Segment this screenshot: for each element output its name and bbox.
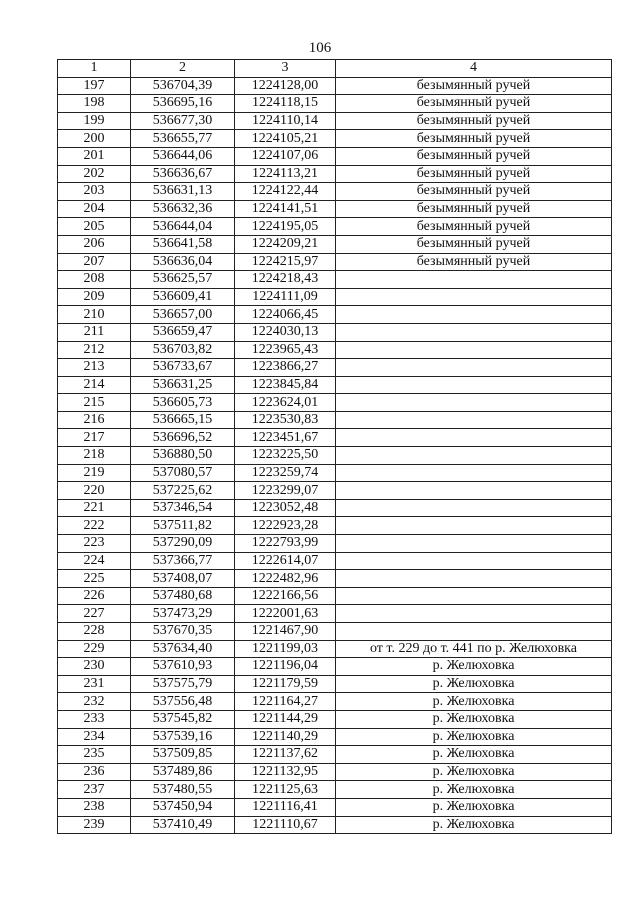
- point-number-cell: 207: [58, 253, 131, 271]
- y-coordinate-cell: 1223866,27: [235, 359, 336, 377]
- table-row: [58, 112, 612, 130]
- description-cell: [336, 464, 612, 482]
- point-number-cell: 224: [58, 552, 131, 570]
- column-header-1: 1: [58, 60, 131, 78]
- point-number-cell: 214: [58, 376, 131, 394]
- table-row: [58, 271, 612, 289]
- description-cell: [336, 394, 612, 412]
- description-cell: р. Желюховка: [336, 781, 612, 799]
- description-cell: [336, 306, 612, 324]
- description-cell: [336, 482, 612, 500]
- y-coordinate-cell: 1224107,06: [235, 147, 336, 165]
- y-coordinate-cell: 1223845,84: [235, 376, 336, 394]
- table-row: [58, 482, 612, 500]
- description-cell: безымянный ручей: [336, 253, 612, 271]
- description-cell: р. Желюховка: [336, 728, 612, 746]
- description-cell: [336, 341, 612, 359]
- y-coordinate-cell: 1222166,56: [235, 587, 336, 605]
- column-header-4: 4: [336, 60, 612, 78]
- x-coordinate-cell: 536644,06: [131, 147, 235, 165]
- description-cell: безымянный ручей: [336, 183, 612, 201]
- point-number-cell: 210: [58, 306, 131, 324]
- x-coordinate-cell: 536704,39: [131, 77, 235, 95]
- x-coordinate-cell: 536696,52: [131, 429, 235, 447]
- table-row: [58, 323, 612, 341]
- description-cell: [336, 605, 612, 623]
- description-cell: р. Желюховка: [336, 693, 612, 711]
- x-coordinate-cell: 536625,57: [131, 271, 235, 289]
- x-coordinate-cell: 537450,94: [131, 798, 235, 816]
- y-coordinate-cell: 1221164,27: [235, 693, 336, 711]
- point-number-cell: 212: [58, 341, 131, 359]
- x-coordinate-cell: 536733,67: [131, 359, 235, 377]
- description-cell: безымянный ручей: [336, 147, 612, 165]
- x-coordinate-cell: 537509,85: [131, 746, 235, 764]
- point-number-cell: 201: [58, 147, 131, 165]
- table-row: [58, 658, 612, 676]
- point-number-cell: 233: [58, 710, 131, 728]
- description-cell: [336, 623, 612, 641]
- table-row: [58, 95, 612, 113]
- point-number-cell: 217: [58, 429, 131, 447]
- x-coordinate-cell: 537480,68: [131, 587, 235, 605]
- description-cell: р. Желюховка: [336, 658, 612, 676]
- point-number-cell: 231: [58, 675, 131, 693]
- description-cell: безымянный ручей: [336, 95, 612, 113]
- y-coordinate-cell: 1224122,44: [235, 183, 336, 201]
- table-row: [58, 77, 612, 95]
- table-row: [58, 235, 612, 253]
- x-coordinate-cell: 536655,77: [131, 130, 235, 148]
- x-coordinate-cell: 537080,57: [131, 464, 235, 482]
- point-number-cell: 202: [58, 165, 131, 183]
- description-cell: [336, 535, 612, 553]
- y-coordinate-cell: 1221137,62: [235, 746, 336, 764]
- x-coordinate-cell: 537556,48: [131, 693, 235, 711]
- point-number-cell: 229: [58, 640, 131, 658]
- x-coordinate-cell: 536636,67: [131, 165, 235, 183]
- y-coordinate-cell: 1223965,43: [235, 341, 336, 359]
- y-coordinate-cell: 1224209,21: [235, 235, 336, 253]
- table-row: [58, 552, 612, 570]
- point-number-cell: 203: [58, 183, 131, 201]
- x-coordinate-cell: 537545,82: [131, 710, 235, 728]
- x-coordinate-cell: 536641,58: [131, 235, 235, 253]
- x-coordinate-cell: 536703,82: [131, 341, 235, 359]
- point-number-cell: 209: [58, 288, 131, 306]
- description-cell: [336, 376, 612, 394]
- description-cell: [336, 517, 612, 535]
- y-coordinate-cell: 1222923,28: [235, 517, 336, 535]
- y-coordinate-cell: 1222793,99: [235, 535, 336, 553]
- table-body: [58, 77, 612, 834]
- y-coordinate-cell: 1224105,21: [235, 130, 336, 148]
- description-cell: р. Желюховка: [336, 798, 612, 816]
- table-row: [58, 376, 612, 394]
- point-number-cell: 237: [58, 781, 131, 799]
- x-coordinate-cell: 537489,86: [131, 763, 235, 781]
- point-number-cell: 223: [58, 535, 131, 553]
- x-coordinate-cell: 536695,16: [131, 95, 235, 113]
- point-number-cell: 227: [58, 605, 131, 623]
- point-number-cell: 236: [58, 763, 131, 781]
- point-number-cell: 235: [58, 746, 131, 764]
- y-coordinate-cell: 1224195,05: [235, 218, 336, 236]
- table-row: [58, 464, 612, 482]
- table-row: [58, 499, 612, 517]
- table-row: [58, 394, 612, 412]
- x-coordinate-cell: 536609,41: [131, 288, 235, 306]
- x-coordinate-cell: 536631,25: [131, 376, 235, 394]
- description-cell: [336, 271, 612, 289]
- description-cell: безымянный ручей: [336, 77, 612, 95]
- x-coordinate-cell: 537480,55: [131, 781, 235, 799]
- description-cell: безымянный ручей: [336, 235, 612, 253]
- table-row: [58, 218, 612, 236]
- description-cell: [336, 411, 612, 429]
- y-coordinate-cell: 1222614,07: [235, 552, 336, 570]
- table-row: [58, 675, 612, 693]
- x-coordinate-cell: 536632,36: [131, 200, 235, 218]
- table-row: [58, 253, 612, 271]
- description-cell: р. Желюховка: [336, 710, 612, 728]
- description-cell: [336, 587, 612, 605]
- column-header-2: 2: [131, 60, 235, 78]
- table-row: [58, 623, 612, 641]
- table-row: [58, 288, 612, 306]
- y-coordinate-cell: 1223299,07: [235, 482, 336, 500]
- point-number-cell: 211: [58, 323, 131, 341]
- description-cell: [336, 499, 612, 517]
- x-coordinate-cell: 537366,77: [131, 552, 235, 570]
- point-number-cell: 198: [58, 95, 131, 113]
- point-number-cell: 206: [58, 235, 131, 253]
- y-coordinate-cell: 1223225,50: [235, 447, 336, 465]
- point-number-cell: 219: [58, 464, 131, 482]
- point-number-cell: 218: [58, 447, 131, 465]
- column-header-3: 3: [235, 60, 336, 78]
- point-number-cell: 226: [58, 587, 131, 605]
- y-coordinate-cell: 1223052,48: [235, 499, 336, 517]
- y-coordinate-cell: 1221110,67: [235, 816, 336, 834]
- table-row: [58, 570, 612, 588]
- table-row: [58, 605, 612, 623]
- table-row: [58, 183, 612, 201]
- page-number: 106: [308, 40, 332, 56]
- table-row: [58, 165, 612, 183]
- description-cell: от т. 229 до т. 441 по р. Желюховка: [336, 640, 612, 658]
- table-header-row: [58, 60, 612, 78]
- x-coordinate-cell: 536631,13: [131, 183, 235, 201]
- description-cell: безымянный ручей: [336, 200, 612, 218]
- point-number-cell: 204: [58, 200, 131, 218]
- table-row: [58, 746, 612, 764]
- y-coordinate-cell: 1224215,97: [235, 253, 336, 271]
- x-coordinate-cell: 537346,54: [131, 499, 235, 517]
- x-coordinate-cell: 536880,50: [131, 447, 235, 465]
- table-row: [58, 763, 612, 781]
- table-row: [58, 200, 612, 218]
- y-coordinate-cell: 1221140,29: [235, 728, 336, 746]
- point-number-cell: 222: [58, 517, 131, 535]
- y-coordinate-cell: 1224111,09: [235, 288, 336, 306]
- table-row: [58, 640, 612, 658]
- y-coordinate-cell: 1223451,67: [235, 429, 336, 447]
- description-cell: [336, 429, 612, 447]
- point-number-cell: 213: [58, 359, 131, 377]
- description-cell: [336, 323, 612, 341]
- point-number-cell: 239: [58, 816, 131, 834]
- table-row: [58, 693, 612, 711]
- point-number-cell: 221: [58, 499, 131, 517]
- y-coordinate-cell: 1221132,95: [235, 763, 336, 781]
- y-coordinate-cell: 1223624,01: [235, 394, 336, 412]
- table-row: [58, 587, 612, 605]
- point-number-cell: 199: [58, 112, 131, 130]
- description-cell: безымянный ручей: [336, 218, 612, 236]
- description-cell: р. Желюховка: [336, 816, 612, 834]
- description-cell: р. Желюховка: [336, 763, 612, 781]
- y-coordinate-cell: 1224110,14: [235, 112, 336, 130]
- y-coordinate-cell: 1223259,74: [235, 464, 336, 482]
- table-row: [58, 535, 612, 553]
- table-row: [58, 798, 612, 816]
- point-number-cell: 220: [58, 482, 131, 500]
- y-coordinate-cell: 1221116,41: [235, 798, 336, 816]
- y-coordinate-cell: 1224118,15: [235, 95, 336, 113]
- x-coordinate-cell: 537575,79: [131, 675, 235, 693]
- point-number-cell: 215: [58, 394, 131, 412]
- y-coordinate-cell: 1224113,21: [235, 165, 336, 183]
- y-coordinate-cell: 1224030,13: [235, 323, 336, 341]
- y-coordinate-cell: 1224141,51: [235, 200, 336, 218]
- description-cell: [336, 288, 612, 306]
- y-coordinate-cell: 1221125,63: [235, 781, 336, 799]
- y-coordinate-cell: 1222482,96: [235, 570, 336, 588]
- y-coordinate-cell: 1221179,59: [235, 675, 336, 693]
- description-cell: [336, 570, 612, 588]
- y-coordinate-cell: 1221467,90: [235, 623, 336, 641]
- table-row: [58, 781, 612, 799]
- description-cell: [336, 359, 612, 377]
- description-cell: [336, 447, 612, 465]
- table-row: [58, 147, 612, 165]
- x-coordinate-cell: 536665,15: [131, 411, 235, 429]
- point-number-cell: 238: [58, 798, 131, 816]
- point-number-cell: 208: [58, 271, 131, 289]
- point-number-cell: 230: [58, 658, 131, 676]
- table-row: [58, 816, 612, 834]
- table-row: [58, 728, 612, 746]
- x-coordinate-cell: 537408,07: [131, 570, 235, 588]
- y-coordinate-cell: 1221196,04: [235, 658, 336, 676]
- y-coordinate-cell: 1222001,63: [235, 605, 336, 623]
- point-number-cell: 232: [58, 693, 131, 711]
- point-number-cell: 228: [58, 623, 131, 641]
- x-coordinate-cell: 537473,29: [131, 605, 235, 623]
- table-row: [58, 411, 612, 429]
- description-cell: безымянный ручей: [336, 112, 612, 130]
- y-coordinate-cell: 1223530,83: [235, 411, 336, 429]
- x-coordinate-cell: 537634,40: [131, 640, 235, 658]
- description-cell: р. Желюховка: [336, 746, 612, 764]
- x-coordinate-cell: 537610,93: [131, 658, 235, 676]
- table-row: [58, 447, 612, 465]
- description-cell: [336, 552, 612, 570]
- table-row: [58, 306, 612, 324]
- x-coordinate-cell: 537290,09: [131, 535, 235, 553]
- point-number-cell: 205: [58, 218, 131, 236]
- table-row: [58, 429, 612, 447]
- table-row: [58, 710, 612, 728]
- description-cell: р. Желюховка: [336, 675, 612, 693]
- x-coordinate-cell: 536605,73: [131, 394, 235, 412]
- x-coordinate-cell: 537539,16: [131, 728, 235, 746]
- x-coordinate-cell: 536636,04: [131, 253, 235, 271]
- y-coordinate-cell: 1224066,45: [235, 306, 336, 324]
- point-number-cell: 197: [58, 77, 131, 95]
- y-coordinate-cell: 1224128,00: [235, 77, 336, 95]
- x-coordinate-cell: 536657,00: [131, 306, 235, 324]
- table-row: [58, 130, 612, 148]
- point-number-cell: 234: [58, 728, 131, 746]
- x-coordinate-cell: 536659,47: [131, 323, 235, 341]
- description-cell: безымянный ручей: [336, 130, 612, 148]
- x-coordinate-cell: 536644,04: [131, 218, 235, 236]
- table-row: [58, 517, 612, 535]
- y-coordinate-cell: 1224218,43: [235, 271, 336, 289]
- y-coordinate-cell: 1221144,29: [235, 710, 336, 728]
- table-row: [58, 341, 612, 359]
- point-number-cell: 225: [58, 570, 131, 588]
- x-coordinate-cell: 537410,49: [131, 816, 235, 834]
- x-coordinate-cell: 537670,35: [131, 623, 235, 641]
- point-number-cell: 200: [58, 130, 131, 148]
- coordinates-table: [57, 59, 612, 834]
- x-coordinate-cell: 537225,62: [131, 482, 235, 500]
- y-coordinate-cell: 1221199,03: [235, 640, 336, 658]
- x-coordinate-cell: 537511,82: [131, 517, 235, 535]
- table-row: [58, 359, 612, 377]
- description-cell: безымянный ручей: [336, 165, 612, 183]
- point-number-cell: 216: [58, 411, 131, 429]
- x-coordinate-cell: 536677,30: [131, 112, 235, 130]
